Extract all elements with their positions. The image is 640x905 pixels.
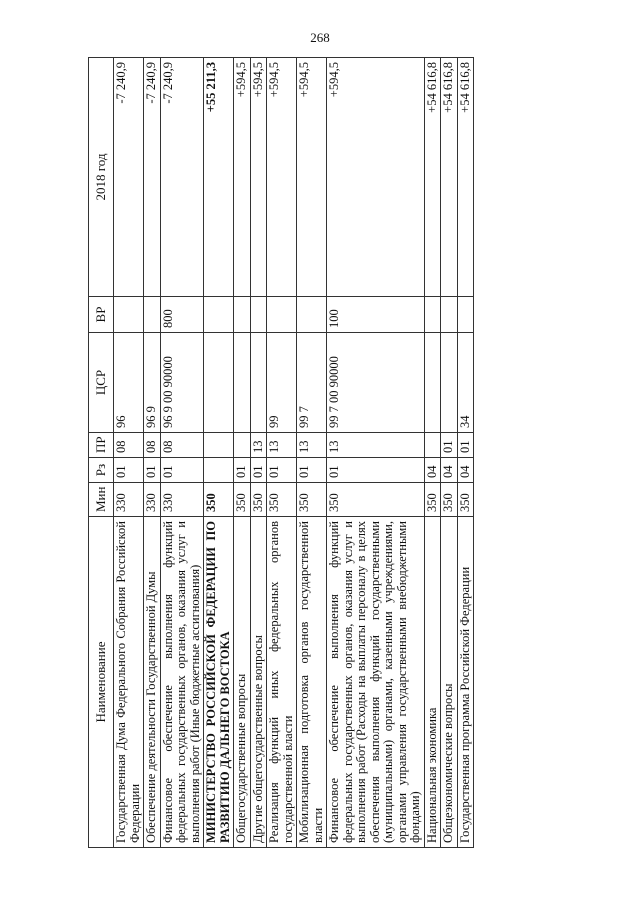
cell-min: 350 [297, 483, 327, 517]
cell-rz [204, 458, 234, 483]
cell-pr: 13 [297, 433, 327, 458]
cell-pr: 01 [457, 433, 474, 458]
cell-vr [267, 297, 297, 333]
cell-pr: 08 [144, 433, 161, 458]
cell-rz: 04 [441, 458, 458, 483]
cell-csr: 34 [457, 333, 474, 433]
cell-pr: 08 [160, 433, 204, 458]
cell-vr: 100 [327, 297, 425, 333]
cell-value: +54 616,8 [424, 58, 441, 297]
cell-rz: 01 [297, 458, 327, 483]
cell-pr [234, 433, 251, 458]
cell-vr [424, 297, 441, 333]
header-rz: Рз [89, 458, 114, 483]
table-row [234, 58, 251, 848]
header-vr: ВР [89, 297, 114, 333]
cell-csr [234, 333, 251, 433]
cell-name: Государственная Дума Федерального Собрания Российской Федерации [114, 517, 144, 848]
table-header-row [89, 58, 114, 848]
cell-pr [204, 433, 234, 458]
cell-name: Национальная экономика [424, 517, 441, 848]
cell-name: Государственная программа Российской Федерации [457, 517, 474, 848]
cell-min: 330 [114, 483, 144, 517]
cell-pr: 13 [250, 433, 267, 458]
cell-pr: 01 [441, 433, 458, 458]
cell-vr [114, 297, 144, 333]
cell-name: Финансовое обеспечение выполнения функций федеральных государственных органов, оказания услуг и выполнения работ (Расходы на выплаты персоналу в целях обеспечения выполнения функций государственными (муниципальными) органами, казенными учреждениями, органами управления государственными внебюджетными фондами) [327, 517, 425, 848]
cell-min: 350 [457, 483, 474, 517]
table-row [204, 58, 234, 848]
cell-name: Другие общегосударственные вопросы [250, 517, 267, 848]
cell-name: Реализация функций иных федеральных органов государственной власти [267, 517, 297, 848]
cell-value: +594,5 [250, 58, 267, 297]
table-row [424, 58, 441, 848]
cell-csr: 99 [267, 333, 297, 433]
cell-vr [457, 297, 474, 333]
cell-value: -7 240,9 [160, 58, 204, 297]
cell-pr [424, 433, 441, 458]
cell-min: 350 [250, 483, 267, 517]
cell-name: Обеспечение деятельности Государственной Думы [144, 517, 161, 848]
cell-vr: 800 [160, 297, 204, 333]
cell-rz: 01 [234, 458, 251, 483]
cell-pr: 08 [114, 433, 144, 458]
cell-rz: 04 [457, 458, 474, 483]
cell-csr: 99 7 00 90000 [327, 333, 425, 433]
header-pr: ПР [89, 433, 114, 458]
cell-csr: 99 7 [297, 333, 327, 433]
cell-csr [424, 333, 441, 433]
cell-min: 350 [441, 483, 458, 517]
cell-min: 350 [267, 483, 297, 517]
table-row [160, 58, 204, 848]
cell-vr [234, 297, 251, 333]
cell-name: Общеэкономические вопросы [441, 517, 458, 848]
cell-value: +594,5 [297, 58, 327, 297]
cell-value: +55 211,3 [204, 58, 234, 297]
cell-name: Мобилизационная подготовка органов государственной власти [297, 517, 327, 848]
table-body [114, 58, 474, 848]
table-row [297, 58, 327, 848]
table-row [250, 58, 267, 848]
table-row [144, 58, 161, 848]
header-year: 2018 год [89, 58, 114, 297]
cell-csr [441, 333, 458, 433]
cell-vr [441, 297, 458, 333]
table-row [267, 58, 297, 848]
cell-csr: 96 [114, 333, 144, 433]
cell-min: 330 [160, 483, 204, 517]
cell-value: +54 616,8 [441, 58, 458, 297]
cell-rz: 01 [144, 458, 161, 483]
cell-name: Финансовое обеспечение выполнения функций федеральных государственных органов, оказания услуг и выполнения работ (Иные бюджетные ассигнования) [160, 517, 204, 848]
cell-vr [204, 297, 234, 333]
cell-csr: 96 9 [144, 333, 161, 433]
cell-pr: 13 [267, 433, 297, 458]
cell-min: 350 [424, 483, 441, 517]
cell-rz: 01 [114, 458, 144, 483]
cell-rz: 04 [424, 458, 441, 483]
cell-csr [204, 333, 234, 433]
table-row [114, 58, 144, 848]
rotated-table-wrapper [88, 58, 628, 848]
cell-rz: 01 [267, 458, 297, 483]
header-min: Мин [89, 483, 114, 517]
cell-csr [250, 333, 267, 433]
cell-rz: 01 [327, 458, 425, 483]
table-row [457, 58, 474, 848]
cell-rz: 01 [160, 458, 204, 483]
table-row [441, 58, 458, 848]
header-name: Наименование [89, 517, 114, 848]
cell-value: +594,5 [267, 58, 297, 297]
cell-name: МИНИСТЕРСТВО РОССИЙСКОЙ ФЕДЕРАЦИИ ПО РАЗВИТИЮ ДАЛЬНЕГО ВОСТОКА [204, 517, 234, 848]
cell-vr [250, 297, 267, 333]
header-csr: ЦСР [89, 333, 114, 433]
cell-pr: 13 [327, 433, 425, 458]
cell-min: 330 [144, 483, 161, 517]
cell-vr [144, 297, 161, 333]
cell-name: Общегосударственные вопросы [234, 517, 251, 848]
cell-value: +54 616,8 [457, 58, 474, 297]
budget-table [88, 57, 474, 848]
cell-min: 350 [327, 483, 425, 517]
cell-rz: 01 [250, 458, 267, 483]
table-row [327, 58, 425, 848]
cell-vr [297, 297, 327, 333]
cell-value: -7 240,9 [114, 58, 144, 297]
cell-value: -7 240,9 [144, 58, 161, 297]
page-number: 268 [310, 30, 330, 45]
cell-min: 350 [234, 483, 251, 517]
cell-value: +594,5 [234, 58, 251, 297]
cell-csr: 96 9 00 90000 [160, 333, 204, 433]
cell-min: 350 [204, 483, 234, 517]
cell-value: +594,5 [327, 58, 425, 297]
